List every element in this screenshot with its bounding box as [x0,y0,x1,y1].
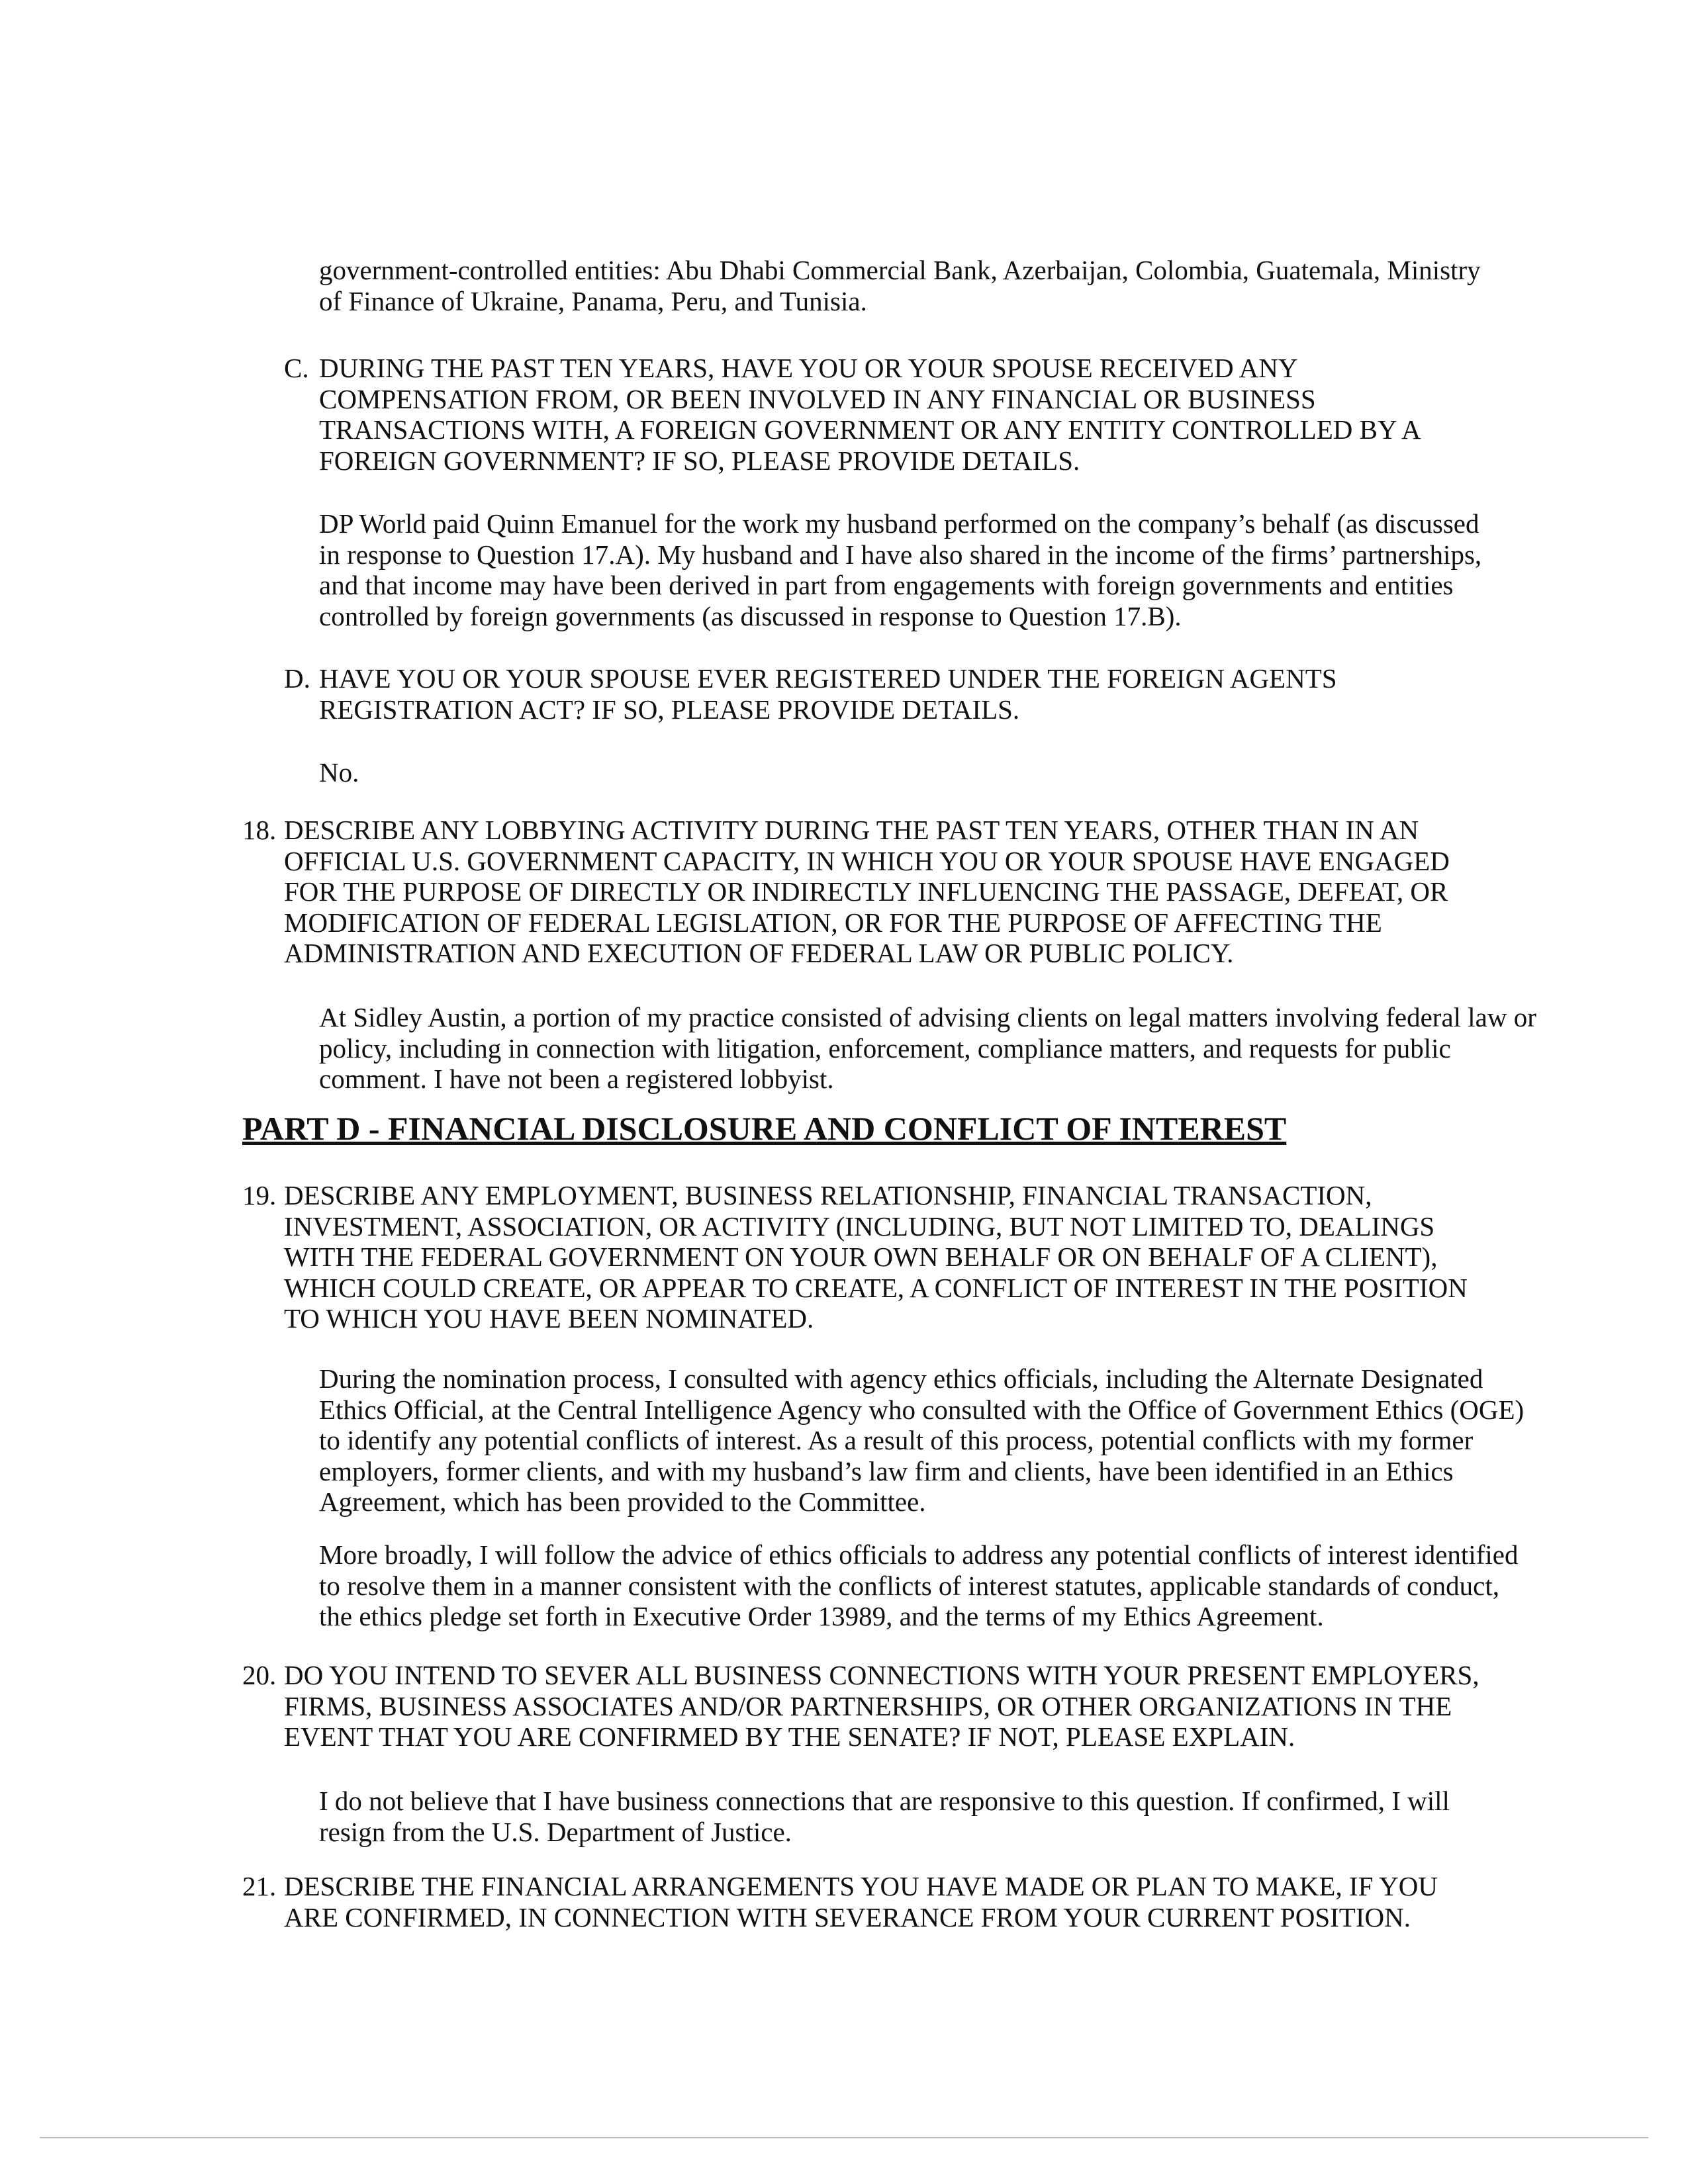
text-line: policy, including in connection with litigation, enforcement, compliance matters, and requests for public [319,1032,1451,1064]
text-line: During the nomination process, I consulted with agency ethics officials, including the Alternate Designated [319,1363,1483,1394]
text-line: FOR THE PURPOSE OF DIRECTLY OR INDIRECTLY INFLUENCING THE PASSAGE, DEFEAT, OR [284,876,1448,907]
text-line: Ethics Official, at the Central Intelligence Agency who consulted with the Office of Government Ethics (OGE) [319,1394,1524,1425]
question-20 [284,1660,1479,1752]
answer-19-part-1 [319,1363,1524,1518]
text-line: comment. I have not been a registered lobbyist. [319,1064,834,1094]
text-line: COMPENSATION FROM, OR BEEN INVOLVED IN ANY FINANCIAL OR BUSINESS [319,383,1316,414]
text-line: FIRMS, BUSINESS ASSOCIATES AND/OR PARTNERSHIPS, OR OTHER ORGANIZATIONS IN THE [284,1690,1452,1721]
question-17c [319,353,1421,476]
text-line: of Finance of Ukraine, Panama, Peru, and Tunisia. [319,285,867,316]
text-line: employers, former clients, and with my husband’s law firm and clients, have been identified in an Ethics [319,1455,1454,1486]
text-line: More broadly, I will follow the advice of ethics officials to address any potential conflicts of interest identified [319,1539,1519,1570]
page-bottom-rule [40,2137,1648,2138]
text-line: DO YOU INTEND TO SEVER ALL BUSINESS CONNECTIONS WITH YOUR PRESENT EMPLOYERS, [284,1660,1479,1690]
answer-18 [319,1002,1536,1095]
text-line: DESCRIBE ANY LOBBYING ACTIVITY DURING THE PAST TEN YEARS, OTHER THAN IN AN [284,815,1419,845]
text-line: and that income may have been derived in part from engagements with foreign governments and entities [319,570,1454,600]
text-line: INVESTMENT, ASSOCIATION, OR ACTIVITY (INCLUDING, BUT NOT LIMITED TO, DEALINGS [284,1210,1435,1242]
text-line: resign from the U.S. Department of Justice. [319,1816,792,1847]
text-line: At Sidley Austin, a portion of my practice consisted of advising clients on legal matters involving federal law or [319,1002,1536,1032]
question-17d [319,663,1337,725]
intro-text [319,255,1481,316]
text-line: Agreement, which has been provided to the Committee. [319,1486,926,1517]
text-line: MODIFICATION OF FEDERAL LEGISLATION, OR FOR THE PURPOSE OF AFFECTING THE [284,907,1382,938]
question-18-marker: 18. [242,815,277,845]
question-21-marker: 21. [242,1871,277,1901]
text-line: DESCRIBE THE FINANCIAL ARRANGEMENTS YOU HAVE MADE OR PLAN TO MAKE, IF YOU [284,1871,1438,1901]
text-line: FOREIGN GOVERNMENT? IF SO, PLEASE PROVIDE DETAILS. [319,445,1080,476]
text-line: REGISTRATION ACT? IF SO, PLEASE PROVIDE DETAILS. [319,694,1020,725]
question-21 [284,1871,1438,1933]
answer-17c [319,508,1481,631]
text-line: ADMINISTRATION AND EXECUTION OF FEDERAL LAW OR PUBLIC POLICY. [284,938,1234,968]
text-line: DESCRIBE ANY EMPLOYMENT, BUSINESS RELATIONSHIP, FINANCIAL TRANSACTION, [284,1180,1372,1210]
question-19-marker: 19. [242,1180,277,1210]
question-18 [284,815,1450,969]
text-line: in response to Question 17.A). My husband and I have also shared in the income of the firms’ partnerships, [319,539,1482,570]
text-line: EVENT THAT YOU ARE CONFIRMED BY THE SENATE? IF NOT, PLEASE EXPLAIN. [284,1721,1295,1752]
text-line: to resolve them in a manner consistent with the conflicts of interest statutes, applicable standards of conduct, [319,1570,1499,1601]
text-line: government-controlled entities: Abu Dhabi Commercial Bank, Azerbaijan, Colombia, Guatemala, Ministry [319,255,1481,285]
text-line: ARE CONFIRMED, IN CONNECTION WITH SEVERANCE FROM YOUR CURRENT POSITION. [284,1901,1411,1933]
text-line: DP World paid Quinn Emanuel for the work my husband performed on the company’s behalf (as discussed [319,508,1479,539]
text-line: to identify any potential conflicts of interest. As a result of this process, potential conflicts with my former [319,1425,1474,1455]
question-17d-marker: D. [284,663,310,694]
text-line: WHICH COULD CREATE, OR APPEAR TO CREATE, A CONFLICT OF INTEREST IN THE POSITION [284,1272,1468,1303]
text-line: the ethics pledge set forth in Executive Order 13989, and the terms of my Ethics Agreement. [319,1601,1324,1631]
part-d-heading: PART D - FINANCIAL DISCLOSURE AND CONFLICT OF INTEREST [242,1110,1287,1147]
answer-17d [319,757,359,788]
text-line: I do not believe that I have business connections that are responsive to this question. If confirmed, I will [319,1786,1450,1816]
text-line: TRANSACTIONS WITH, A FOREIGN GOVERNMENT OR ANY ENTITY CONTROLLED BY A [319,414,1421,445]
text-line: No. [319,757,359,788]
question-19 [284,1180,1468,1334]
text-line: TO WHICH YOU HAVE BEEN NOMINATED. [284,1303,814,1334]
text-line: HAVE YOU OR YOUR SPOUSE EVER REGISTERED UNDER THE FOREIGN AGENTS [319,663,1337,694]
answer-19-part-2 [319,1539,1518,1632]
text-line: OFFICIAL U.S. GOVERNMENT CAPACITY, IN WHICH YOU OR YOUR SPOUSE HAVE ENGAGED [284,845,1450,876]
text-line: DURING THE PAST TEN YEARS, HAVE YOU OR YOUR SPOUSE RECEIVED ANY [319,353,1298,383]
text-line: WITH THE FEDERAL GOVERNMENT ON YOUR OWN BEHALF OR ON BEHALF OF A CLIENT), [284,1242,1438,1272]
answer-20 [319,1786,1450,1847]
question-17c-marker: C. [284,353,309,383]
question-20-marker: 20. [242,1660,277,1690]
text-line: controlled by foreign governments (as discussed in response to Question 17.B). [319,600,1182,631]
